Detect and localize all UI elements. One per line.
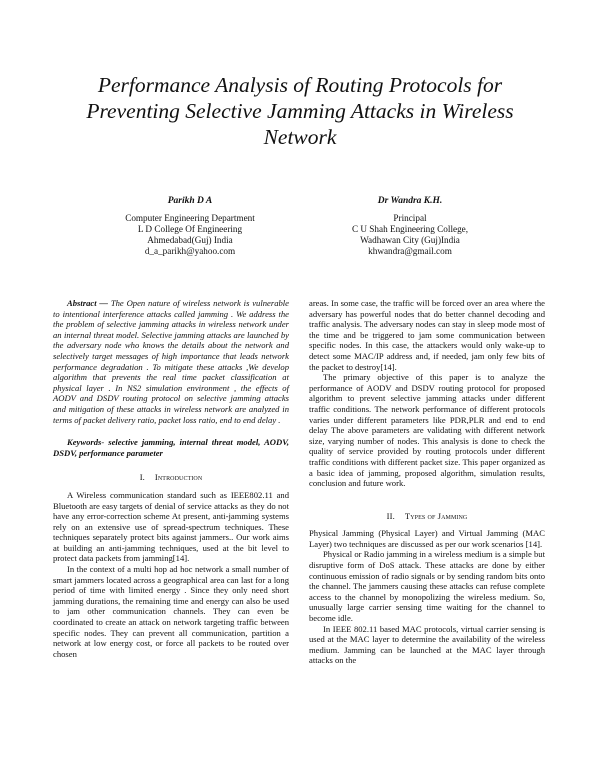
keywords: Keywords- selective jamming, internal threat model, AODV, DSDV, performance parameter: [53, 437, 289, 458]
paragraph: The primary objective of this paper is to analyze the performance of AODV and DSDV routing protocol for proposed algorithm to prevent selective jamming attacks under different traffic conditions. The network performance of different protocols varies under different parameters like PDR,PLR and end to end delay The above parameters are validating with different network size, varying number of nodes. This analysis is done to check the quality of service provided by routing protocols under different traffic conditions with different packet size. This paper organized as a basic idea of jamming, proposed algorithm, simulation results, conclusion and future work.: [309, 372, 545, 489]
right-column: [309, 298, 545, 666]
paper-title: [40, 72, 560, 150]
author-email: khwandra@gmail.com: [368, 246, 452, 256]
author-institution: C U Shah Engineering College,: [351, 224, 469, 234]
author-affiliation: Computer Engineering Department: [125, 213, 255, 223]
section-title: Types of Jamming: [404, 510, 468, 521]
paragraph: In IEEE 802.11 based MAC protocols, virtual carrier sensing is used at the MAC layer to determine the availability of the wireless medium. Jamming can be launched at the MAC layer through attacks on the: [309, 623, 545, 666]
author-block-1: [70, 196, 310, 257]
paragraph: In the context of a multi hop ad hoc network a small number of smart jammers located across a geographical area can last for a long period of time with limited energy . Since they only need short jamming durations, the remaining time and energy can also be used to jam other communication channels. They can even be coordinated to create an attack on network targeting traffic between specific nodes. They can prevent all communication, partition a network at low energy cost, or force all packets to be routed over chosen: [53, 564, 289, 659]
section-number: I.: [139, 472, 145, 483]
author-institution: L D College Of Engineering: [137, 224, 243, 234]
author-name: Dr Wandra K.H.: [377, 196, 443, 206]
section-number: II.: [386, 510, 395, 521]
title-line-1: Performance Analysis of Routing Protocols for: [97, 73, 503, 97]
author-email: d_a_parikh@yahoo.com: [144, 246, 236, 256]
paragraph: Physical Jamming (Physical Layer) and Virtual Jamming (MAC Layer) two techniques are discussed as per our work scenarios [14].: [309, 528, 545, 549]
section-title: Introduction: [154, 472, 203, 483]
author-city: Ahmedabad(Guj) India: [147, 235, 233, 245]
section-heading-introduction: [53, 472, 289, 483]
left-column: [53, 298, 289, 659]
author-block-2: [290, 196, 530, 257]
author-name: Parikh D A: [167, 196, 213, 206]
paragraph: A Wireless communication standard such as IEEE802.11 and Bluetooth are easy targets of denial of service attacks as they do not have any error-correction scheme At present, anti-jamming systems rely on an extensive use of spread-spectrum techniques. These techniques separately protect bits against jammers.. Our work aims at building an anti-jamming techniques, used at the bit level to protect data packets from jamming[14].: [53, 489, 289, 564]
abstract-text: The Open nature of wireless network is vulnerable to intentional interference attacks called jamming . We address the the problem of selective jamming attacks in wireless network under an internal threat model. Selective jamming attacks are launched by the adversary node who knows the details about the network and selectively target messages of high importance that leads network performance degradation . To mitigate these attacks ,We develop algorithm that prevents the real time packet classification at physical layer . In NS2 simulation environment , the effects of AODV and DSDV routing protocol on selective jamming attacks and mitigation of these attacks in wireless network are analyzed in terms of packet delivery ratio, packet loss ratio, end to end delay .: [53, 298, 289, 425]
section-heading-types-of-jamming: [309, 511, 545, 522]
abstract-label: Abstract —: [67, 298, 109, 308]
author-affiliation: Principal: [393, 213, 427, 223]
paragraph-continued: areas. In some case, the traffic will be forced over an area where the adversary has powerful nodes that do better channel decoding and traffic analysis. The adversary nodes can stay in sleep mode most of the time and be triggered to jam some communication between specific nodes. In this case, the attackers would only wake-up to detect some MAC/IP address and, if needed, jam only few bits of the packet to destroy[14].: [309, 298, 545, 372]
paragraph: Physical or Radio jamming in a wireless medium is a simple but disruptive form of DoS attack. These attacks are done by either continuous emission of radio signals or by sending random bits onto the channel. The jammers causing these attacks can refuse complete access to the channel by monopolizing the wireless medium. So, unusually large carrier sensing time waiting for the channel to become idle.: [309, 549, 545, 624]
title-line-2: Preventing Selective Jamming Attacks in Wireless: [86, 99, 514, 123]
author-city: Wadhawan City (Guj)India: [360, 235, 460, 245]
abstract: [53, 298, 289, 425]
title-line-3: Network: [263, 125, 337, 149]
